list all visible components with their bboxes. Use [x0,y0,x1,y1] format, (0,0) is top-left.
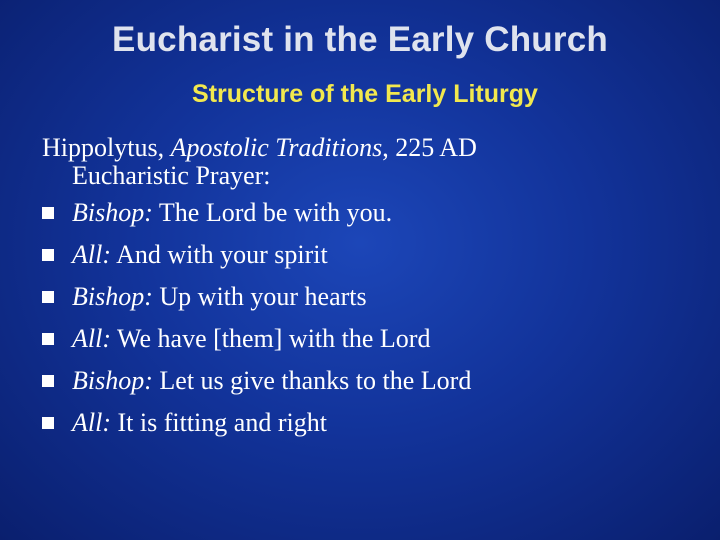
slide-body [42,130,702,444]
list-item [42,360,702,402]
list-item [42,276,702,318]
intro-date: , 225 AD [382,133,477,162]
square-bullet-icon [42,333,54,345]
line-text: We have [them] with the Lord [111,324,431,353]
square-bullet-icon [42,375,54,387]
slide-subtitle: Structure of the Early Liturgy [192,80,538,108]
line-text: Let us give thanks to the Lord [152,366,472,395]
speaker: All: [72,408,111,437]
list-item [42,234,702,276]
speaker: Bishop: [72,282,153,311]
dialogue-list [42,192,702,444]
slide-title: Eucharist in the Early Church [112,20,608,59]
line-text: Up with your hearts [152,282,367,311]
list-item [42,318,702,360]
intro-section: Eucharistic Prayer: [72,161,271,190]
line-text: The Lord be with you. [152,198,393,227]
speaker: Bishop: [72,366,153,395]
intro-work: Apostolic Traditions [170,133,383,162]
speaker: Bishop: [72,198,153,227]
square-bullet-icon [42,417,54,429]
line-text: And with your spirit [111,240,328,269]
square-bullet-icon [42,249,54,261]
speaker: All: [72,240,111,269]
intro-author: Hippolytus, [42,133,171,162]
line-text: It is fitting and right [111,408,327,437]
speaker: All: [72,324,111,353]
intro-block [42,130,702,192]
list-item [42,192,702,234]
square-bullet-icon [42,207,54,219]
square-bullet-icon [42,291,54,303]
list-item [42,402,702,444]
